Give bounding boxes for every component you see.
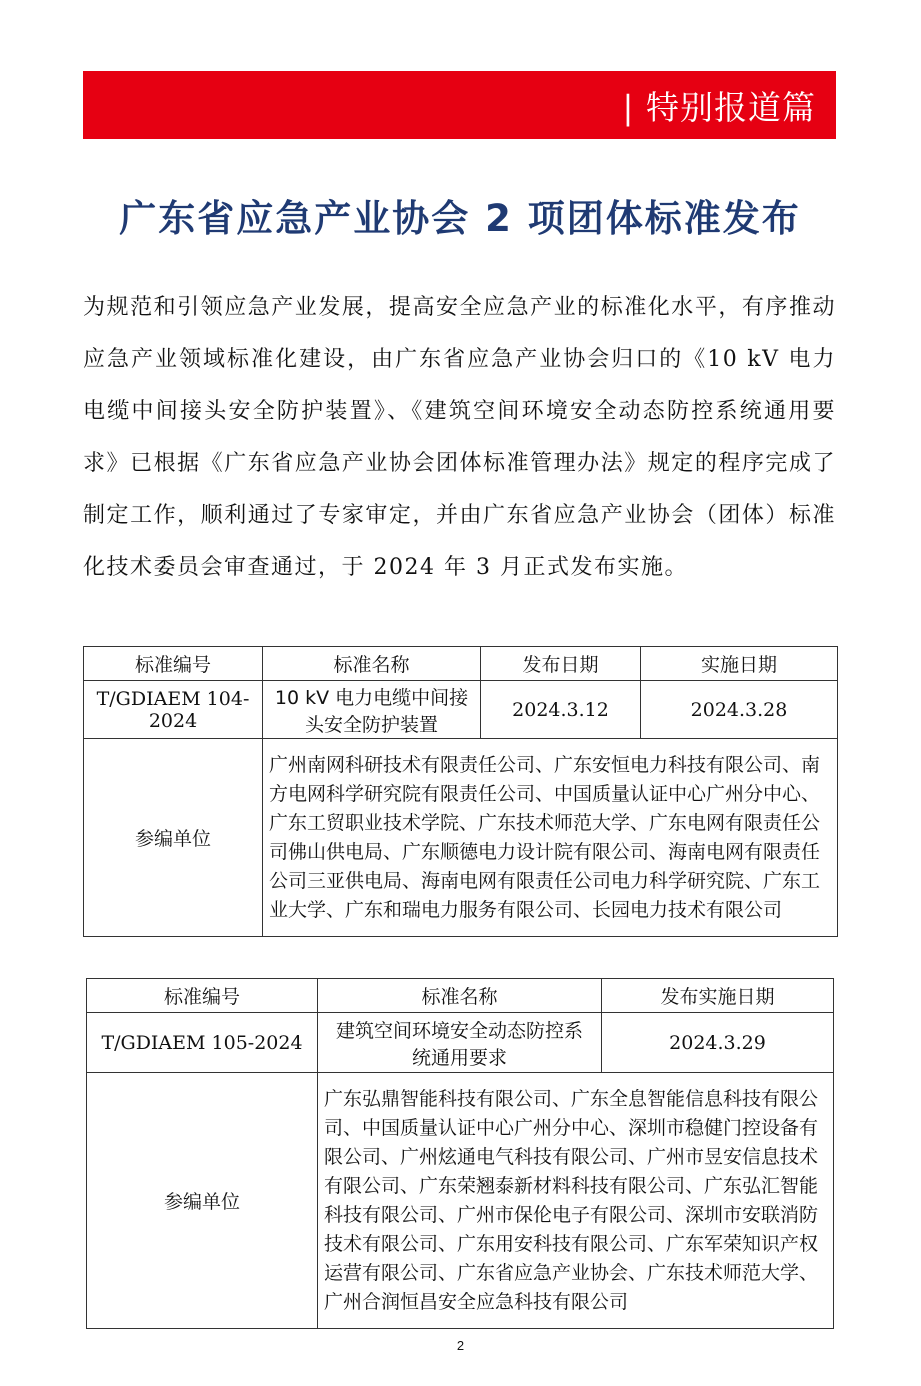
table-row-units <box>84 739 838 937</box>
participating-units: 广东弘鼎智能科技有限公司、广东全息智能信息科技有限公司、中国质量认证中心广州分中心、深圳市稳健门控设备有限公司、广州炫通电气科技有限公司、广州市昱安信息技术有限公司、广东荣翘泰新材料科技有限公司、广东弘汇智能科技有限公司、广州市保伦电子有限公司、深圳市安联消防技术有限公司、广东用安科技有限公司、广东军荣知识产权运营有限公司、广东省应急产业协会、广东技术师范大学、广州合润恒昌安全应急科技有限公司 <box>318 1073 834 1329</box>
header-name: 标准名称 <box>318 979 602 1013</box>
publish-date: 2024.3.12 <box>481 681 641 739</box>
header-effective-date: 实施日期 <box>641 647 838 681</box>
header-code: 标准编号 <box>84 647 263 681</box>
standard-table-104 <box>83 646 838 937</box>
article-paragraph: 为规范和引领应急产业发展，提高安全应急产业的标准化水平，有序推动应急产业领域标准化建设，由广东省应急产业协会归口的《10 kV 电力电缆中间接头安全防护装置》、《建筑空间环境安全动态防控系统通用要求》已根据《广东省应急产业协会团体标准管理办法》规定的程序完成了制定工作，顺利通过了专家审定，并由广东省应急产业协会（团体）标准化技术委员会审查通过，于 2024 年 3 月正式发布实施。 <box>83 295 836 580</box>
standard-name: 10 kV 电力电缆中间接头安全防护装置 <box>263 681 481 739</box>
table-row <box>84 681 838 739</box>
header-code: 标准编号 <box>87 979 318 1013</box>
standard-code: T/GDIAEM 105-2024 <box>87 1013 318 1073</box>
publish-effective-date: 2024.3.29 <box>602 1013 834 1073</box>
article-title: 广东省应急产业协会 2 项团体标准发布 <box>119 197 801 240</box>
section-label: | 特别报道篇 <box>622 87 816 127</box>
header-date: 发布实施日期 <box>602 979 834 1013</box>
table-header-row <box>84 647 838 681</box>
table-header-row <box>87 979 834 1013</box>
units-label: 参编单位 <box>84 739 263 937</box>
page-number: 2 <box>456 1338 465 1353</box>
participating-units: 广州南网科研技术有限责任公司、广东安恒电力科技有限公司、南方电网科学研究院有限责任公司、中国质量认证中心广州分中心、广东工贸职业技术学院、广东技术师范大学、广东电网有限责任公司佛山供电局、广东顺德电力设计院有限公司、海南电网有限责任公司三亚供电局、海南电网有限责任公司电力科学研究院、广东工业大学、广东和瑞电力服务有限公司、长园电力技术有限公司 <box>263 739 838 937</box>
standard-code: T/GDIAEM 104-2024 <box>84 681 263 739</box>
standard-table-105 <box>86 978 834 1329</box>
section-banner <box>83 71 836 139</box>
effective-date: 2024.3.28 <box>641 681 838 739</box>
header-name: 标准名称 <box>263 647 481 681</box>
standard-name: 建筑空间环境安全动态防控系统通用要求 <box>318 1013 602 1073</box>
table-row-units <box>87 1073 834 1329</box>
header-publish-date: 发布日期 <box>481 647 641 681</box>
table-row <box>87 1013 834 1073</box>
units-label: 参编单位 <box>87 1073 318 1329</box>
